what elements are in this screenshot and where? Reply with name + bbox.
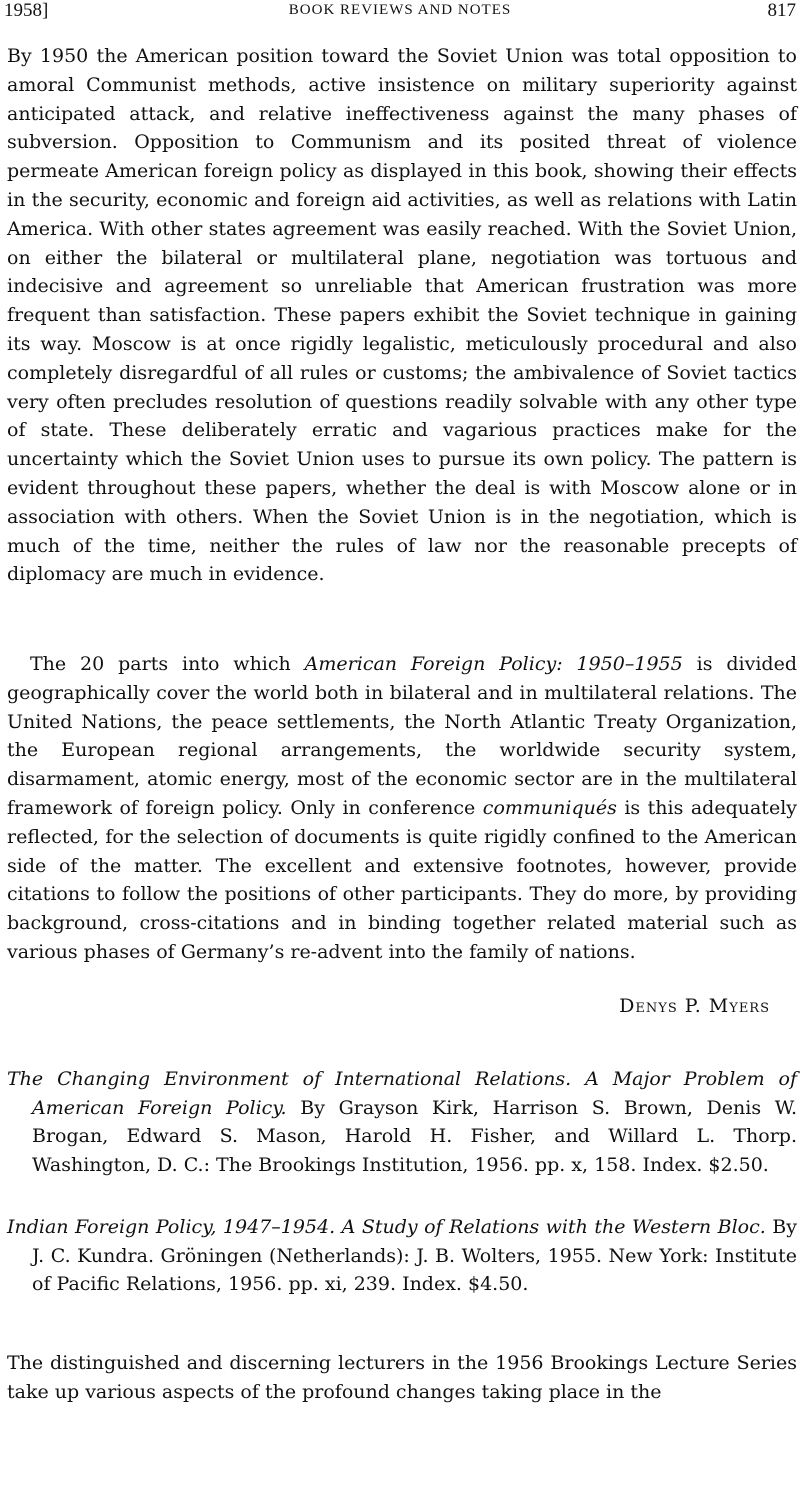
- book-citation-1: [7, 1065, 797, 1179]
- review-paragraph-1: By 1950 the American position toward the Soviet Union was total opposition to amoral Communist methods, active insistence on military superiority against anticipated attack, and relative ineffectiveness against the many phases of subversion. Opposition to Communism and its posited threat of violence permeate American foreign policy as displayed in this book, showing their effects in the security, economic and foreign aid activities, as well as relations with Latin America. With other states agreement was easily reached. With the Soviet Union, on either the bilateral or multilateral plane, negotiation was tortuous and indecisive and agreement so unreliable that American frustration was more frequent than satisfaction. These papers exhibit the Soviet technique in gaining its way. Moscow is at once rigidly legalistic, meticulously procedural and also completely disregardful of all rules or customs; the ambivalence of Soviet tactics very often precludes resolution of questions readily solvable with any other type of state. These deliberately erratic and vagarious practices make for the uncertainty which the Soviet Union uses to pursue its own policy. The pattern is evident throughout these papers, whether the deal is with Moscow alone or in association with others. When the Soviet Union is in the negotiation, which is much of the time, neither the rules of law nor the reasonable precepts of diplomacy are much in evidence.: [7, 45, 797, 586]
- citation-2-details: By J. C. Kundra. Gröningen (Netherlands): J. B. Wolters, 1955. New York: Institute of Pacific Relations, 1956. pp. xi, 239. Index. $4.50.: [32, 1216, 797, 1296]
- header-section-title: BOOK REVIEWS AND NOTES: [288, 2, 512, 18]
- running-header: [4, 0, 796, 26]
- communiques-italic: communiqués: [482, 796, 617, 819]
- citation-1-title: The Changing Environment of International Relations. A Major Problem of American Foreign Policy.: [7, 1068, 797, 1119]
- review-paragraph-2: The 20 parts into which American Foreign Policy: 1950–1955 is divided geographically cover the world both in bilateral and in multilateral relations. The United Nations, the peace settlements, the North Atlantic Treaty Organization, the European regional arrangements, the worldwide security system, disarmament, atomic energy, most of the economic sector are in the multilateral framework of foreign policy. Only in conference communiqués is this adequately reflected, for the selection of documents is quite rigidly confined to the American side of the matter. The excellent and extensive footnotes, however, provide citations to follow the positions of other participants. They do more, by providing background, cross-citations and in binding together related material such as various phases of Germany’s re-advent into the family of nations.: [7, 653, 798, 963]
- reviewer-signature: Denys P. Myers: [619, 995, 770, 1017]
- book-citation-2: [7, 1213, 797, 1299]
- citation-2-title: Indian Foreign Policy, 1947–1954. A Study of Relations with the Western Bloc.: [7, 1216, 766, 1238]
- review-paragraph-3: The distinguished and discerning lecturers in the 1956 Brookings Lecture Series take up various aspects of the profound changes taking place in the: [7, 1352, 797, 1403]
- citation-1-details: By Grayson Kirk, Harrison S. Brown, Denis W. Brogan, Edward S. Mason, Harold H. Fisher, and Willard L. Thorp. Washington, D. C.: The Brookings Institution, 1956. pp. x, 158. Index. $2.50.: [32, 1096, 797, 1176]
- header-year: 1958]: [4, 0, 49, 21]
- header-page-number: 817: [767, 0, 796, 21]
- book-title-italic: American Foreign Policy: 1950–1955: [304, 653, 683, 675]
